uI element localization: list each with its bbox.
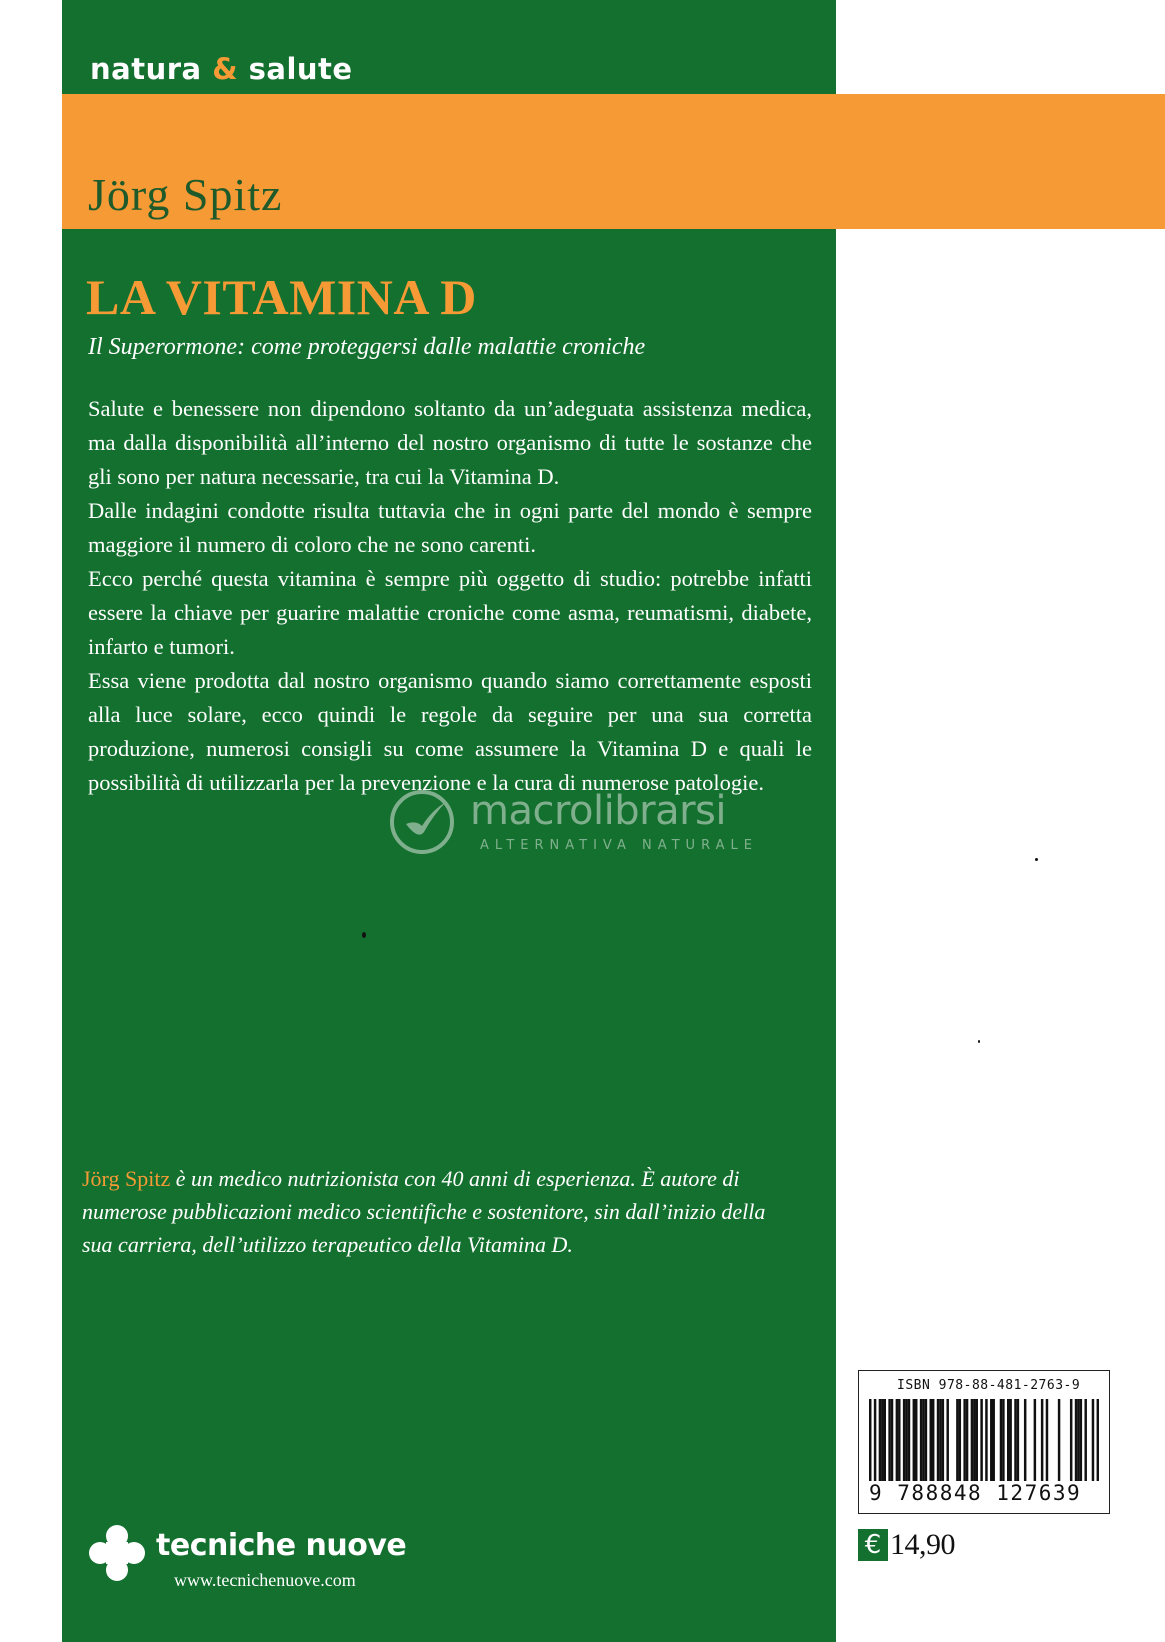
- barcode-bar: [1002, 1399, 1004, 1481]
- scan-speck: [1035, 858, 1038, 861]
- barcode-bar: [1034, 1399, 1036, 1481]
- barcode-bar: [1046, 1399, 1048, 1481]
- barcode-bar: [956, 1399, 958, 1481]
- barcode-bar: [971, 1399, 973, 1481]
- barcode-bar: [980, 1399, 982, 1481]
- barcode-bar: [1009, 1399, 1011, 1481]
- barcode-bar: [937, 1399, 939, 1481]
- watermark-brand: macrolibrarsi: [470, 788, 726, 834]
- barcode-bar: [942, 1399, 944, 1481]
- barcode-bar: [1007, 1399, 1009, 1481]
- series-word-salute: salute: [248, 52, 353, 86]
- bio-text: è un medico nutrizionista con 40 anni di esperienza. È autore di numerose pubblicazioni medico scientifiche e sostenitore, sin dall’inizio della sua carriera, dell’utilizzo terapeutico della Vitamina D.: [82, 1166, 766, 1257]
- euro-symbol: €: [858, 1529, 888, 1561]
- barcode-bar: [973, 1399, 975, 1481]
- barcode-bar: [908, 1399, 910, 1481]
- barcode-bar: [1075, 1399, 1077, 1481]
- barcode-bar: [869, 1399, 871, 1481]
- blurb-paragraph: Salute e benessere non dipendono soltanto da un’adeguata assistenza medica, ma dalla disponibilità all’interno del nostro organismo di tutte le sostanze che gli sono per natura necessarie, tra cui la Vitamina D.: [88, 396, 812, 489]
- barcode-bar: [966, 1399, 968, 1481]
- barcode-bar: [915, 1399, 917, 1481]
- barcode-bar: [932, 1399, 934, 1481]
- barcode-bar: [946, 1399, 948, 1481]
- series-word-natura: natura: [90, 52, 202, 86]
- author-name: Jörg Spitz: [88, 169, 283, 220]
- barcode-bar: [939, 1399, 941, 1481]
- barcode-bar: [1017, 1399, 1019, 1481]
- blurb-paragraph: Dalle indagini condotte risulta tuttavia che in ogni parte del mondo è sempre maggiore il numero di coloro che ne sono carenti.: [88, 498, 812, 557]
- scan-speck: [978, 1040, 980, 1043]
- price-tag: [858, 1528, 955, 1562]
- series-ampersand: &: [212, 52, 239, 86]
- barcode-bar: [1092, 1399, 1094, 1481]
- author-bio: [82, 1162, 782, 1261]
- barcode-bar: [888, 1399, 890, 1481]
- barcode-bar: [930, 1399, 932, 1481]
- price-value: 14,90: [890, 1528, 955, 1561]
- scan-speck: [362, 932, 366, 938]
- barcode-bar: [884, 1399, 886, 1481]
- series-name: [90, 52, 353, 86]
- barcode-bar: [1041, 1399, 1043, 1481]
- barcode-bar: [896, 1399, 898, 1481]
- publisher-name: tecniche nuove: [156, 1528, 407, 1563]
- barcode-bar: [1000, 1399, 1002, 1481]
- barcode-bar: [881, 1399, 883, 1481]
- barcode-bar: [1058, 1399, 1060, 1481]
- barcode-bar: [1014, 1399, 1016, 1481]
- leaf-circle-icon: [388, 788, 456, 856]
- barcode-bar: [874, 1399, 876, 1481]
- barcode-bar: [1080, 1399, 1082, 1481]
- barcode-bar: [925, 1399, 927, 1481]
- isbn-label: ISBN 978-88-481-2763-9: [897, 1378, 1081, 1393]
- barcode-bar: [1084, 1399, 1086, 1481]
- barcode-bar: [898, 1399, 900, 1481]
- watermark: [388, 788, 808, 858]
- book-title: LA VITAMINA D: [86, 269, 477, 325]
- barcode-bar: [905, 1399, 907, 1481]
- barcode-bar: [992, 1399, 994, 1481]
- barcode-bar: [891, 1399, 893, 1481]
- barcode-bar: [922, 1399, 924, 1481]
- cross-logo-icon: [86, 1522, 148, 1584]
- barcode-bar: [903, 1399, 905, 1481]
- barcode-bars: [869, 1399, 1099, 1481]
- barcode-bar: [913, 1399, 915, 1481]
- barcode-bar: [985, 1399, 987, 1481]
- barcode-bar: [959, 1399, 961, 1481]
- watermark-tagline: ALTERNATIVA NATURALE: [480, 838, 758, 853]
- book-subtitle: Il Superormone: come proteggersi dalle malattie croniche: [88, 334, 646, 360]
- barcode-bar: [1097, 1399, 1099, 1481]
- barcode-bar: [1070, 1399, 1072, 1481]
- barcode-bar: [990, 1399, 992, 1481]
- blurb-paragraph: Ecco perché questa vitamina è sempre più oggetto di studio: potrebbe infatti essere la chiave per guarire malattie croniche come asma, reumatismi, diabete, infarto e tumori.: [88, 566, 812, 659]
- blurb: [88, 392, 812, 800]
- bio-author-name: Jörg Spitz: [82, 1166, 171, 1191]
- barcode-bar: [976, 1399, 978, 1481]
- barcode-bar: [963, 1399, 965, 1481]
- barcode-bar: [1024, 1399, 1026, 1481]
- ean-digits: 9 788848 127639: [869, 1481, 1082, 1505]
- publisher: [86, 1522, 426, 1602]
- barcode-bar: [879, 1399, 881, 1481]
- barcode-bar: [920, 1399, 922, 1481]
- blurb-paragraph: Essa viene prodotta dal nostro organismo quando siamo correttamente esposti alla luce solare, ecco quindi le regole da seguire per una sua corretta produzione, numerosi consigli su come assumere la Vitamina D e quali le possibilità di utilizzarla per la prevenzione e la cura di numerose patologie.: [88, 668, 812, 795]
- barcode-bar: [1077, 1399, 1079, 1481]
- publisher-url[interactable]: www.tecnichenuove.com: [174, 1570, 356, 1590]
- isbn-barcode: [858, 1370, 1110, 1514]
